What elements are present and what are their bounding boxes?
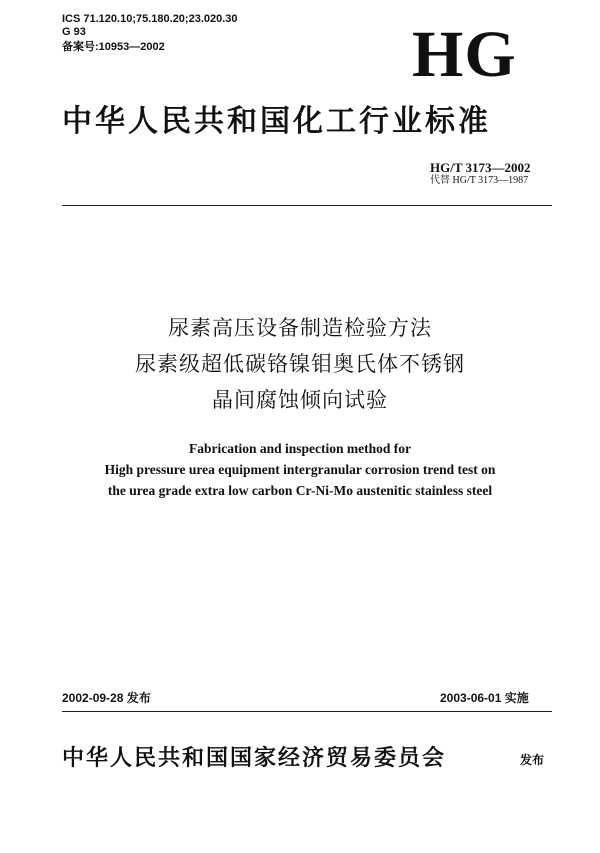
issuing-authority: 中华人民共和国国家经济贸易委员会 — [62, 746, 447, 771]
replaces-standard: 代替 HG/T 3173—1987 — [430, 175, 529, 186]
record-number: 备案号:10953—2002 — [62, 41, 165, 53]
publish-date: 2002-09-28 发布 — [62, 691, 151, 705]
bottom-divider — [62, 711, 552, 712]
standard-category-title: 中华人民共和国化工行业标准 — [62, 104, 491, 139]
cn-title-line-2: 尿素级超低碳铬镍钼奥氏体不锈钢 — [135, 352, 465, 376]
classification-code: G 93 — [62, 26, 86, 38]
en-title-line-2: High pressure urea equipment intergranular corrosion trend test on — [104, 462, 496, 477]
en-title-line-1: Fabrication and inspection method for — [188, 441, 411, 456]
implement-date: 2003-06-01 实施 — [440, 691, 529, 705]
cn-title-line-1: 尿素高压设备制造检验方法 — [168, 316, 432, 340]
ics-code: ICS 71.120.10;75.180.20;23.020.30 — [62, 13, 238, 25]
issuer-suffix: 发布 — [520, 753, 545, 767]
en-title-line-3: the urea grade extra low carbon Cr-Ni-Mo austenitic stainless steel — [107, 483, 493, 498]
top-divider — [62, 205, 552, 206]
cn-title-line-3: 晶间腐蚀倾向试验 — [212, 388, 388, 412]
standard-number: HG/T 3173—2002 — [430, 160, 531, 175]
hg-logo: HG — [412, 18, 517, 91]
